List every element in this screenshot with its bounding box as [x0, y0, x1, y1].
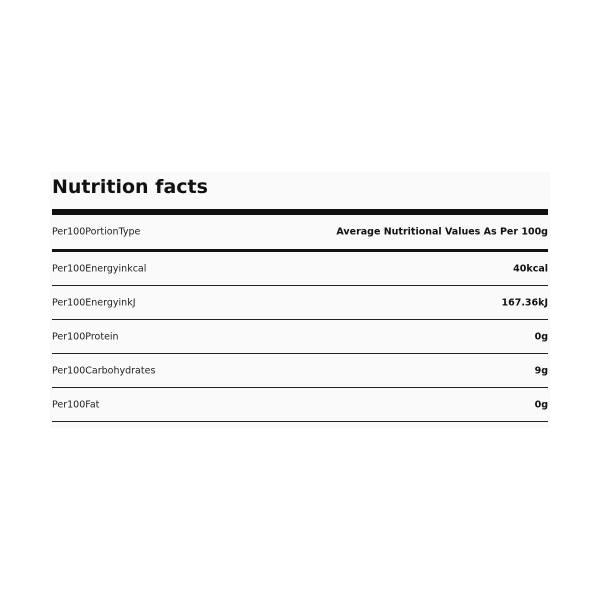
nutrient-label: Per100Energyinkcal: [52, 263, 147, 274]
nutrient-row-carbohydrates: [52, 354, 548, 388]
nutrient-label: Per100Carbohydrates: [52, 365, 156, 376]
nutrient-value: 9g: [534, 365, 548, 376]
nutrient-value: 167.36kJ: [501, 297, 548, 308]
nutrition-title: Nutrition facts: [52, 176, 208, 198]
nutrient-label: Per100EnergyinkJ: [52, 297, 136, 308]
nutrition-facts-panel: [50, 172, 550, 428]
portion-label: Per100PortionType: [52, 226, 141, 238]
nutrient-row-energy-kcal: [52, 252, 548, 286]
portion-value: Average Nutritional Values As Per 100g: [336, 226, 548, 238]
nutrition-table: [52, 215, 548, 422]
nutrient-value: 0g: [534, 399, 548, 410]
nutrient-label: Per100Fat: [52, 399, 100, 410]
nutrient-row-energy-kj: [52, 286, 548, 320]
portion-row: [52, 215, 548, 252]
nutrient-row-fat: [52, 388, 548, 422]
nutrient-value: 40kcal: [513, 263, 548, 274]
nutrient-value: 0g: [534, 331, 548, 342]
nutrient-label: Per100Protein: [52, 331, 119, 342]
nutrient-row-protein: [52, 320, 548, 354]
